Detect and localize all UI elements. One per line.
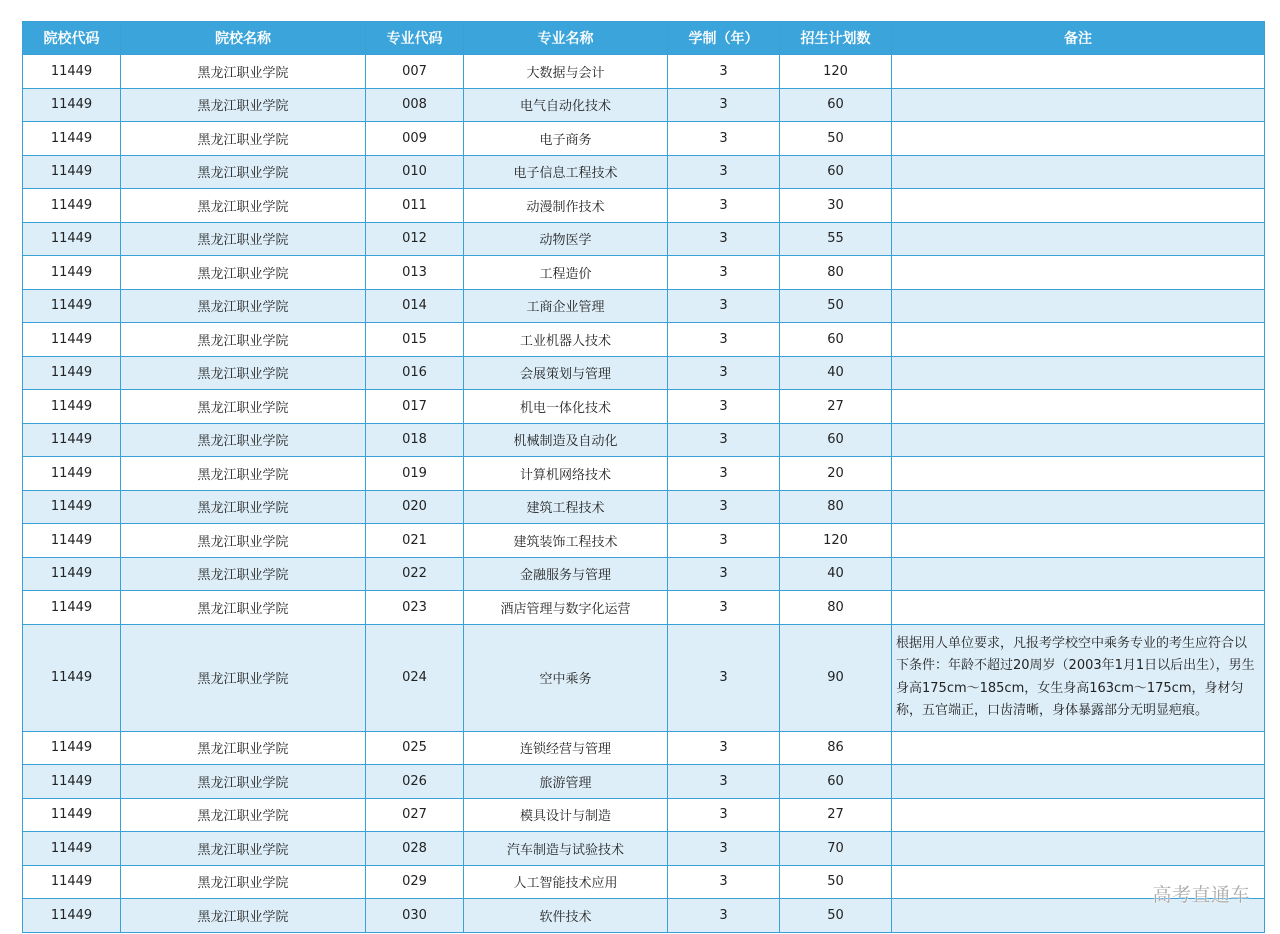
- major-code-cell: 015: [366, 323, 464, 357]
- enrollment-count-cell: 50: [780, 899, 892, 933]
- duration-cell: 3: [668, 189, 780, 223]
- school-name-cell: 黑龙江职业学院: [121, 798, 366, 832]
- enrollment-count-cell: 90: [780, 624, 892, 731]
- enrollment-count-cell: 50: [780, 122, 892, 156]
- major-code-cell: 017: [366, 390, 464, 424]
- header-notes: 备注: [892, 22, 1265, 55]
- notes-cell: [892, 557, 1265, 591]
- school-name-cell: 黑龙江职业学院: [121, 88, 366, 122]
- major-name-cell: 计算机网络技术: [464, 457, 668, 491]
- major-name-cell: 电子信息工程技术: [464, 155, 668, 189]
- school-name-cell: 黑龙江职业学院: [121, 832, 366, 866]
- major-code-cell: 030: [366, 899, 464, 933]
- table-row: [23, 490, 1265, 524]
- major-code-cell: 014: [366, 289, 464, 323]
- duration-cell: 3: [668, 899, 780, 933]
- school-name-cell: 黑龙江职业学院: [121, 122, 366, 156]
- table-row: [23, 289, 1265, 323]
- school-name-cell: 黑龙江职业学院: [121, 323, 366, 357]
- enrollment-count-cell: 27: [780, 390, 892, 424]
- duration-cell: 3: [668, 765, 780, 799]
- notes-cell: [892, 765, 1265, 799]
- school-code-cell: 11449: [23, 490, 121, 524]
- major-code-cell: 029: [366, 865, 464, 899]
- school-code-cell: 11449: [23, 591, 121, 625]
- school-name-cell: 黑龙江职业学院: [121, 457, 366, 491]
- school-code-cell: 11449: [23, 289, 121, 323]
- enrollment-count-cell: 60: [780, 765, 892, 799]
- school-code-cell: 11449: [23, 798, 121, 832]
- major-code-cell: 027: [366, 798, 464, 832]
- duration-cell: 3: [668, 832, 780, 866]
- table-row: [23, 155, 1265, 189]
- school-code-cell: 11449: [23, 155, 121, 189]
- school-code-cell: 11449: [23, 390, 121, 424]
- duration-cell: 3: [668, 289, 780, 323]
- duration-cell: 3: [668, 256, 780, 290]
- duration-cell: 3: [668, 356, 780, 390]
- school-code-cell: 11449: [23, 731, 121, 765]
- major-code-cell: 009: [366, 122, 464, 156]
- enrollment-count-cell: 30: [780, 189, 892, 223]
- table-row: [23, 222, 1265, 256]
- duration-cell: 3: [668, 591, 780, 625]
- duration-cell: 3: [668, 624, 780, 731]
- duration-cell: 3: [668, 524, 780, 558]
- notes-cell: [892, 356, 1265, 390]
- table-row: [23, 865, 1265, 899]
- major-name-cell: 电子商务: [464, 122, 668, 156]
- school-code-cell: 11449: [23, 832, 121, 866]
- major-code-cell: 028: [366, 832, 464, 866]
- duration-cell: 3: [668, 55, 780, 89]
- school-code-cell: 11449: [23, 865, 121, 899]
- enrollment-count-cell: 40: [780, 557, 892, 591]
- notes-cell: [892, 390, 1265, 424]
- school-code-cell: 11449: [23, 122, 121, 156]
- header-major-name: 专业名称: [464, 22, 668, 55]
- enrollment-count-cell: 120: [780, 55, 892, 89]
- watermark: 高考直通车: [1152, 884, 1250, 906]
- major-code-cell: 010: [366, 155, 464, 189]
- notes-cell: [892, 189, 1265, 223]
- major-code-cell: 024: [366, 624, 464, 731]
- duration-cell: 3: [668, 390, 780, 424]
- notes-cell: [892, 122, 1265, 156]
- notes-cell: [892, 256, 1265, 290]
- school-name-cell: 黑龙江职业学院: [121, 865, 366, 899]
- school-name-cell: 黑龙江职业学院: [121, 624, 366, 731]
- major-code-cell: 007: [366, 55, 464, 89]
- table-row: [23, 457, 1265, 491]
- notes-cell: [892, 490, 1265, 524]
- duration-cell: 3: [668, 731, 780, 765]
- school-name-cell: 黑龙江职业学院: [121, 55, 366, 89]
- school-name-cell: 黑龙江职业学院: [121, 356, 366, 390]
- school-code-cell: 11449: [23, 524, 121, 558]
- school-name-cell: 黑龙江职业学院: [121, 557, 366, 591]
- table-row: [23, 832, 1265, 866]
- major-code-cell: 013: [366, 256, 464, 290]
- school-code-cell: 11449: [23, 899, 121, 933]
- notes-cell: [892, 323, 1265, 357]
- major-code-cell: 025: [366, 731, 464, 765]
- school-code-cell: 11449: [23, 624, 121, 731]
- school-name-cell: 黑龙江职业学院: [121, 423, 366, 457]
- notes-cell: [892, 55, 1265, 89]
- notes-cell: [892, 798, 1265, 832]
- major-name-cell: 建筑工程技术: [464, 490, 668, 524]
- duration-cell: 3: [668, 865, 780, 899]
- enrollment-count-cell: 40: [780, 356, 892, 390]
- major-name-cell: 电气自动化技术: [464, 88, 668, 122]
- duration-cell: 3: [668, 323, 780, 357]
- table-row: [23, 390, 1265, 424]
- table-row: [23, 323, 1265, 357]
- major-name-cell: 模具设计与制造: [464, 798, 668, 832]
- major-name-cell: 汽车制造与试验技术: [464, 832, 668, 866]
- enrollment-count-cell: 50: [780, 289, 892, 323]
- enrollment-count-cell: 60: [780, 423, 892, 457]
- notes-cell: [892, 88, 1265, 122]
- enrollment-count-cell: 80: [780, 490, 892, 524]
- enrollment-count-cell: 86: [780, 731, 892, 765]
- major-name-cell: 酒店管理与数字化运营: [464, 591, 668, 625]
- major-name-cell: 旅游管理: [464, 765, 668, 799]
- table-row: [23, 765, 1265, 799]
- notes-cell: [892, 222, 1265, 256]
- major-code-cell: 012: [366, 222, 464, 256]
- school-name-cell: 黑龙江职业学院: [121, 899, 366, 933]
- major-code-cell: 020: [366, 490, 464, 524]
- major-name-cell: 机电一体化技术: [464, 390, 668, 424]
- table-row: [23, 624, 1265, 731]
- enrollment-count-cell: 55: [780, 222, 892, 256]
- school-code-cell: 11449: [23, 457, 121, 491]
- major-name-cell: 人工智能技术应用: [464, 865, 668, 899]
- major-name-cell: 工商企业管理: [464, 289, 668, 323]
- header-duration: 学制（年）: [668, 22, 780, 55]
- duration-cell: 3: [668, 423, 780, 457]
- school-code-cell: 11449: [23, 55, 121, 89]
- major-code-cell: 023: [366, 591, 464, 625]
- major-name-cell: 连锁经营与管理: [464, 731, 668, 765]
- major-code-cell: 011: [366, 189, 464, 223]
- enrollment-count-cell: 60: [780, 88, 892, 122]
- enrollment-plan-table: [22, 21, 1265, 933]
- major-name-cell: 软件技术: [464, 899, 668, 933]
- table-header-row: [23, 22, 1265, 55]
- table-body: [23, 55, 1265, 933]
- enrollment-count-cell: 80: [780, 591, 892, 625]
- major-name-cell: 会展策划与管理: [464, 356, 668, 390]
- school-name-cell: 黑龙江职业学院: [121, 731, 366, 765]
- school-code-cell: 11449: [23, 323, 121, 357]
- school-name-cell: 黑龙江职业学院: [121, 490, 366, 524]
- table-row: [23, 731, 1265, 765]
- table-row: [23, 524, 1265, 558]
- school-code-cell: 11449: [23, 765, 121, 799]
- duration-cell: 3: [668, 557, 780, 591]
- notes-cell: 根据用人单位要求，凡报考学校空中乘务专业的考生应符合以下条件：年龄不超过20周岁（2003年1月1日以后出生），男生身高175cm～185cm，女生身高163cm～175cm，身材匀称，五官端正，口齿清晰，身体暴露部分无明显疤痕。: [892, 624, 1265, 731]
- header-school-code: 院校代码: [23, 22, 121, 55]
- enrollment-count-cell: 60: [780, 155, 892, 189]
- duration-cell: 3: [668, 457, 780, 491]
- table-row: [23, 798, 1265, 832]
- notes-cell: [892, 591, 1265, 625]
- duration-cell: 3: [668, 798, 780, 832]
- table-row: [23, 88, 1265, 122]
- table-row: [23, 256, 1265, 290]
- major-code-cell: 008: [366, 88, 464, 122]
- notes-cell: [892, 731, 1265, 765]
- school-name-cell: 黑龙江职业学院: [121, 189, 366, 223]
- notes-cell: [892, 457, 1265, 491]
- table-row: [23, 189, 1265, 223]
- major-name-cell: 动物医学: [464, 222, 668, 256]
- enrollment-count-cell: 20: [780, 457, 892, 491]
- enrollment-count-cell: 27: [780, 798, 892, 832]
- school-name-cell: 黑龙江职业学院: [121, 222, 366, 256]
- duration-cell: 3: [668, 222, 780, 256]
- major-name-cell: 金融服务与管理: [464, 557, 668, 591]
- table-row: [23, 899, 1265, 933]
- table-row: [23, 122, 1265, 156]
- header-major-code: 专业代码: [366, 22, 464, 55]
- notes-cell: [892, 155, 1265, 189]
- school-code-cell: 11449: [23, 88, 121, 122]
- school-code-cell: 11449: [23, 423, 121, 457]
- duration-cell: 3: [668, 490, 780, 524]
- duration-cell: 3: [668, 122, 780, 156]
- table-row: [23, 557, 1265, 591]
- school-name-cell: 黑龙江职业学院: [121, 765, 366, 799]
- school-code-cell: 11449: [23, 256, 121, 290]
- notes-cell: [892, 832, 1265, 866]
- enrollment-count-cell: 80: [780, 256, 892, 290]
- school-code-cell: 11449: [23, 222, 121, 256]
- school-code-cell: 11449: [23, 557, 121, 591]
- major-name-cell: 工程造价: [464, 256, 668, 290]
- school-name-cell: 黑龙江职业学院: [121, 155, 366, 189]
- enrollment-count-cell: 50: [780, 865, 892, 899]
- notes-cell: [892, 524, 1265, 558]
- enrollment-count-cell: 60: [780, 323, 892, 357]
- major-code-cell: 026: [366, 765, 464, 799]
- major-name-cell: 工业机器人技术: [464, 323, 668, 357]
- major-code-cell: 021: [366, 524, 464, 558]
- major-code-cell: 016: [366, 356, 464, 390]
- school-name-cell: 黑龙江职业学院: [121, 256, 366, 290]
- school-name-cell: 黑龙江职业学院: [121, 390, 366, 424]
- major-name-cell: 动漫制作技术: [464, 189, 668, 223]
- major-name-cell: 建筑装饰工程技术: [464, 524, 668, 558]
- header-enrollment-count: 招生计划数: [780, 22, 892, 55]
- major-name-cell: 空中乘务: [464, 624, 668, 731]
- notes-cell: [892, 423, 1265, 457]
- major-code-cell: 019: [366, 457, 464, 491]
- enrollment-count-cell: 120: [780, 524, 892, 558]
- major-name-cell: 大数据与会计: [464, 55, 668, 89]
- duration-cell: 3: [668, 155, 780, 189]
- school-name-cell: 黑龙江职业学院: [121, 289, 366, 323]
- duration-cell: 3: [668, 88, 780, 122]
- table-row: [23, 356, 1265, 390]
- school-name-cell: 黑龙江职业学院: [121, 524, 366, 558]
- major-code-cell: 018: [366, 423, 464, 457]
- notes-cell: [892, 289, 1265, 323]
- header-school-name: 院校名称: [121, 22, 366, 55]
- major-code-cell: 022: [366, 557, 464, 591]
- table-row: [23, 55, 1265, 89]
- table-row: [23, 423, 1265, 457]
- school-name-cell: 黑龙江职业学院: [121, 591, 366, 625]
- enrollment-count-cell: 70: [780, 832, 892, 866]
- school-code-cell: 11449: [23, 356, 121, 390]
- table-row: [23, 591, 1265, 625]
- major-name-cell: 机械制造及自动化: [464, 423, 668, 457]
- school-code-cell: 11449: [23, 189, 121, 223]
